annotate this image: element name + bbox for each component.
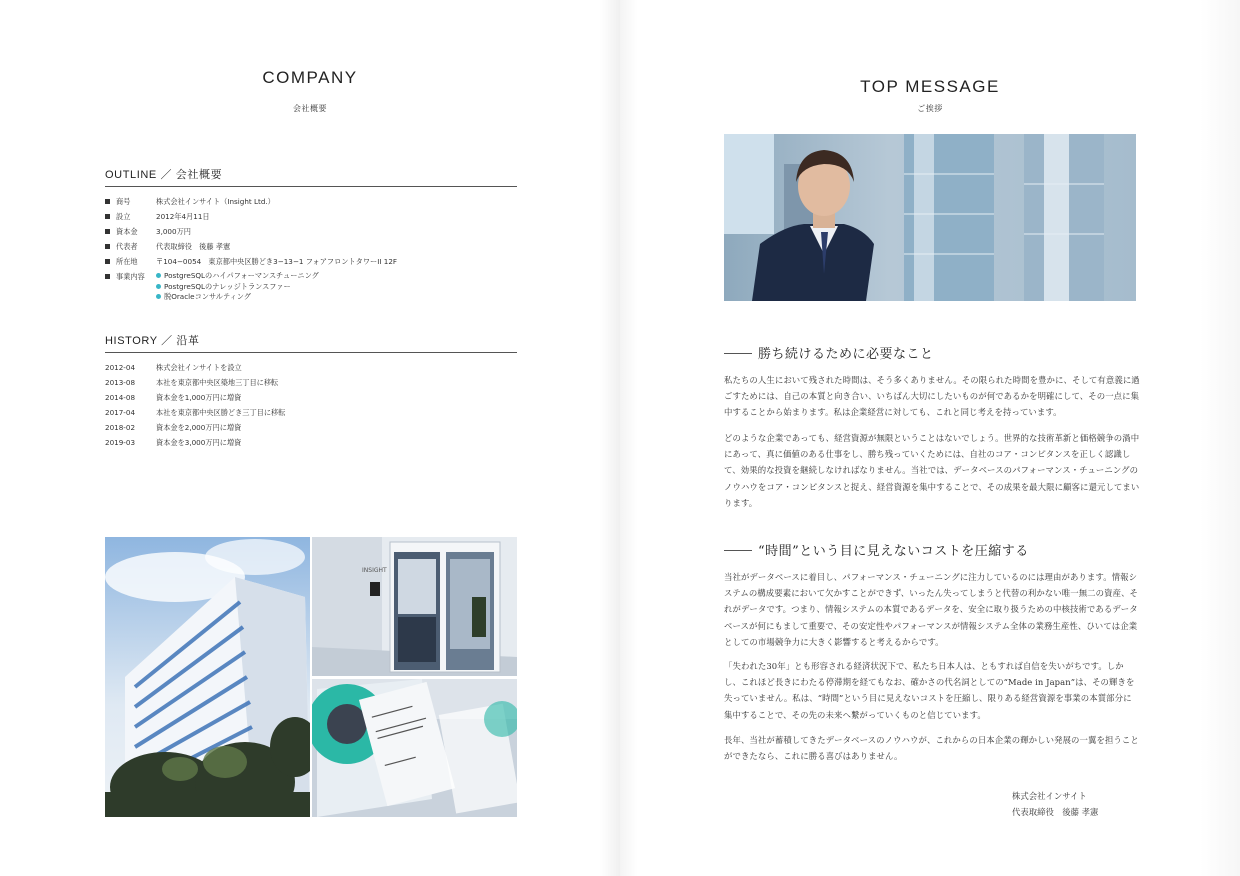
message-subtitle: ご挨拶 xyxy=(917,104,943,113)
square-bullet-icon xyxy=(105,259,110,264)
headline-2-text: “時間”という目に見えないコストを圧縮する xyxy=(758,544,1029,559)
history-date: 2013-08 xyxy=(105,378,136,387)
outline-label: 所在地 xyxy=(116,257,138,266)
outline-value: 2012年4月11日 xyxy=(156,212,210,221)
company-title: COMPANY xyxy=(262,68,358,87)
spine-shadow xyxy=(600,0,620,876)
headline-2 xyxy=(724,540,1029,559)
outline-heading: OUTLINE ／ 会社概要 xyxy=(105,166,517,187)
outline-label: 代表者 xyxy=(116,242,138,251)
signature-block xyxy=(1012,788,1098,820)
history-row xyxy=(105,407,517,422)
paragraph-5: 長年、当社が蓄積してきたデータベースのノウハウが、これからの日本企業の輝かしい発展の一翼を担うことができたなら、これに勝る喜びはありません。 xyxy=(724,735,1139,762)
history-date: 2018-02 xyxy=(105,423,136,432)
history-date: 2019-03 xyxy=(105,438,136,447)
history-row xyxy=(105,422,517,437)
history-row xyxy=(105,392,517,407)
outline-label: 事業内容 xyxy=(116,272,145,281)
company-subtitle: 会社概要 xyxy=(293,104,327,113)
square-bullet-icon xyxy=(105,214,110,219)
outline-list xyxy=(105,196,517,305)
outline-label: 資本金 xyxy=(116,227,138,236)
dot-bullet-icon xyxy=(156,273,161,278)
signature-name: 代表取締役 後藤 孝憲 xyxy=(1012,807,1099,817)
history-event: 資本金を2,000万円に増資 xyxy=(156,423,242,432)
business-item-text: 脱Oracleコンサルティング xyxy=(164,292,251,301)
outline-value: 〒104−0054 東京都中央区勝どき3−13−1 フォアフロントタワーII 12F xyxy=(156,257,398,266)
history-event: 本社を東京都中央区勝どき三丁目に移転 xyxy=(156,408,286,417)
business-item xyxy=(156,282,517,293)
message-title: TOP MESSAGE xyxy=(860,77,1000,96)
square-bullet-icon xyxy=(105,199,110,204)
business-item-text: PostgreSQLのナレッジトランスファー xyxy=(164,281,291,291)
president-portrait-photo xyxy=(724,134,1136,301)
history-date: 2014-08 xyxy=(105,393,136,402)
history-event: 株式会社インサイトを設立 xyxy=(156,363,242,372)
outline-value: 3,000万円 xyxy=(156,227,191,236)
outline-row xyxy=(105,226,517,241)
paragraph-4: 「失われた30年」とも形容される経済状況下で、私たち日本人は、ともすれば自信を失いがちです。しかし、これほど長きにわたる停滞期を経てもなお、確かさの代名詞としての“Made in Japan”は、その輝きを失っていません。私は、“時間”という目に見えないコストを圧縮し、限りある経営資源を事業の本質部分に集中することで、その先の未来へ繋がっていくものと信じています。 xyxy=(724,661,1135,720)
outline-row xyxy=(105,211,517,226)
outline-value: 代表取締役 後藤 孝憲 xyxy=(156,242,231,251)
history-event: 資本金を1,000万円に増資 xyxy=(156,393,242,402)
headline-1-text: 勝ち続けるために必要なこと xyxy=(758,347,934,362)
outline-label: 商号 xyxy=(116,197,131,206)
square-bullet-icon xyxy=(105,244,110,249)
outline-value: 株式会社インサイト（Insight Ltd.） xyxy=(156,197,275,206)
paragraph-1: 私たちの人生において残された時間は、そう多くありません。その限られた時間を豊かに、そして有意義に過ごすためには、自己の本質と向き合い、いちばん大切にしたいものが何であるかを明確にして、その一点に集中することから始まります。私は企業経営に対しても、これと同じ考えを持っています。 xyxy=(724,375,1140,418)
square-bullet-icon xyxy=(105,274,110,279)
history-row xyxy=(105,362,517,377)
history-heading: HISTORY ／ 沿革 xyxy=(105,332,517,353)
history-date: 2012-04 xyxy=(105,363,136,372)
history-date: 2017-04 xyxy=(105,408,136,417)
headline-1 xyxy=(724,343,934,362)
outline-row xyxy=(105,256,517,271)
business-list xyxy=(156,271,517,305)
outline-row-business xyxy=(105,271,517,305)
dash-rule xyxy=(724,550,752,551)
history-list xyxy=(105,362,517,452)
office-sign: INSIGHT xyxy=(362,567,387,574)
dot-bullet-icon xyxy=(156,294,161,299)
history-row xyxy=(105,437,517,452)
office-entrance-photo xyxy=(312,537,517,676)
paragraph-3: 当社がデータベースに着目し、パフォーマンス・チューニングに注力しているのには理由があります。情報システムの構成要素において欠かすことができず、いったん失ってしまうと代替の利かない唯一無二の資産、それがデータです。つまり、情報システムの本質であるデータを、安全に取り扱うための中核技術であるデータベースが何にもまして重要で、その安定性やパフォーマンスが情報システム全体の業務生産性、ひいては企業としての市場競争力に大きく影響すると考えるからです。 xyxy=(724,572,1139,647)
history-event: 本社を東京都中央区築地三丁目に移転 xyxy=(156,378,279,387)
business-item-text: PostgreSQLのハイパフォーマンスチューニング xyxy=(164,271,319,280)
signature-company: 株式会社インサイト xyxy=(1012,791,1087,801)
dot-bullet-icon xyxy=(156,284,161,289)
history-event: 資本金を3,000万円に増資 xyxy=(156,438,242,447)
paragraph-2: どのような企業であっても、経営資源が無限ということはないでしょう。世界的な技術革新と価格競争の渦中にあって、真に価値のある仕事をし、勝ち残っていくためには、自社のコア・コンピタンスを正しく認識して、効果的な投資を継続しなければなりません。当社では、データベースのパフォーマンス・チューニングのノウハウをコア・コンピタンスと捉え、経営資源を集中することで、その成果を最大限に顧客に還元してまいります。 xyxy=(724,433,1140,508)
business-item xyxy=(156,292,517,303)
outline-label: 設立 xyxy=(116,212,131,221)
business-card-photo xyxy=(312,679,517,817)
outline-row xyxy=(105,196,517,211)
outline-row xyxy=(105,241,517,256)
building-photo xyxy=(105,537,310,817)
dash-rule xyxy=(724,353,752,354)
business-item xyxy=(156,271,517,282)
history-row xyxy=(105,377,517,392)
square-bullet-icon xyxy=(105,229,110,234)
